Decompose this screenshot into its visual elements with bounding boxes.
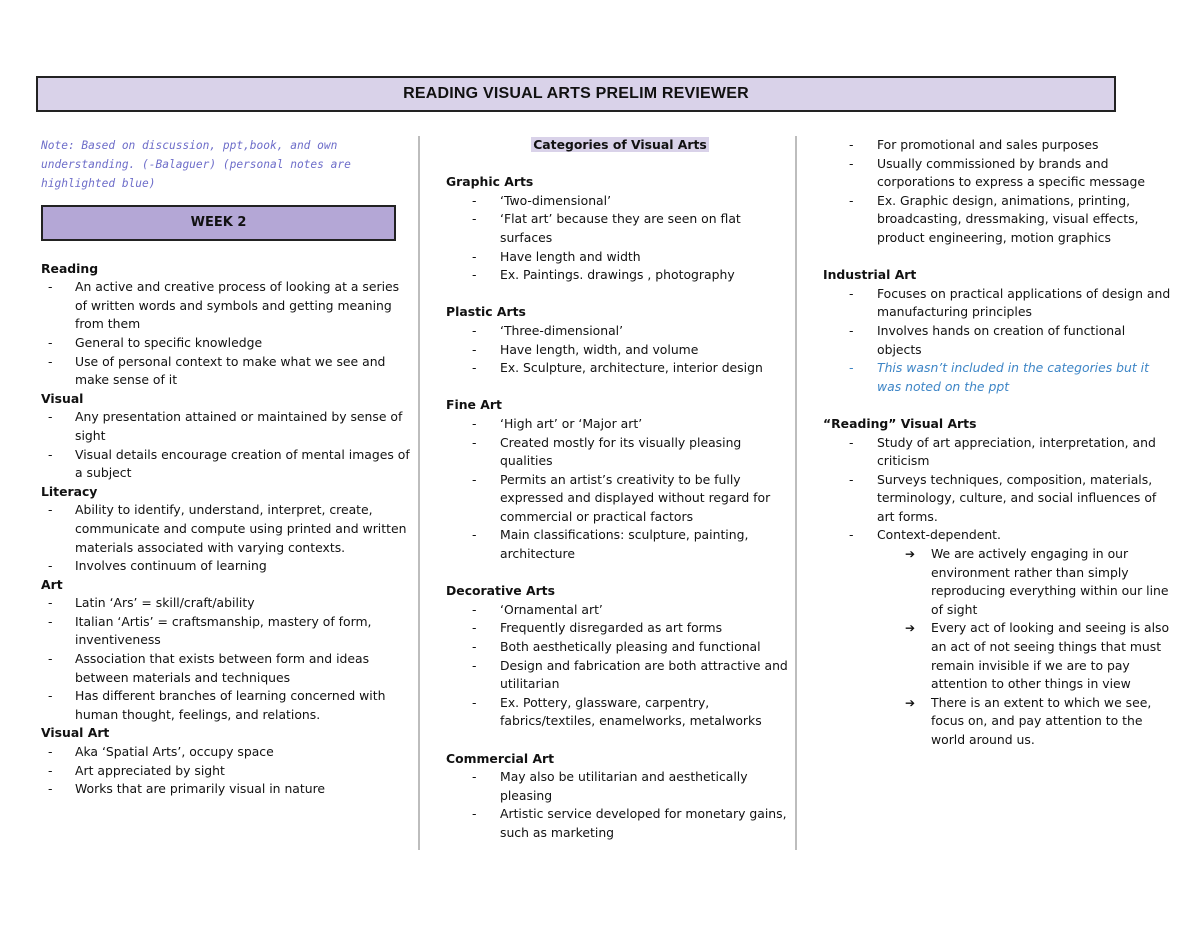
arrow-list-item	[823, 619, 1173, 693]
list-item: - May also be utilitarian and aesthetically pleasing	[446, 768, 794, 805]
list-item: - ‘Flat art’ because they are seen on flat surfaces	[446, 210, 794, 247]
section-title-fine-art: Fine Art	[446, 397, 502, 413]
list-item: - Art appreciated by sight	[41, 762, 413, 781]
categories-heading	[446, 136, 794, 155]
section-title-industrial-art: Industrial Art	[823, 267, 917, 283]
list-item: - Created mostly for its visually pleasing qualities	[446, 434, 794, 471]
section-title-literacy: Literacy	[41, 483, 98, 499]
list-item: - Ex. Graphic design, animations, printing, broadcasting, dressmaking, visual effects, product engineering, motion graphics	[823, 192, 1173, 248]
arrow-right-icon: ➔	[905, 547, 916, 562]
list-item: - ‘High art’ or ‘Major art’	[446, 415, 794, 434]
section-title-art: Art	[41, 576, 63, 592]
arrow-item-text: We are actively engaging in our environment rather than simply reproducing everything within our line of sight	[931, 546, 1169, 617]
decorative-arts-list	[446, 601, 794, 731]
categories-heading-text: Categories of Visual Arts	[533, 137, 707, 152]
list-item: - Involves hands on creation of functional objects	[823, 322, 1173, 359]
list-item: - Have length and width	[446, 248, 794, 267]
literacy-list	[41, 501, 413, 575]
list-item: - Works that are primarily visual in nature	[41, 780, 413, 799]
list-item: - Has different branches of learning concerned with human thought, feelings, and relations.	[41, 687, 413, 724]
context-dependent-arrow-list	[823, 545, 1173, 750]
arrow-item-text: Every act of looking and seeing is also an act of not seeing things that must remain invisible if we are to pay attention to other things in view	[931, 620, 1170, 692]
list-item: - Ex. Sculpture, architecture, interior design	[446, 359, 794, 378]
arrow-item-text: There is an extent to which we see, focus on, and pay attention to the world around us.	[931, 694, 1152, 747]
arrow-right-icon: ➔	[905, 695, 916, 710]
section-title-decorative-arts: Decorative Arts	[446, 583, 555, 599]
commercial-art-list	[446, 768, 794, 842]
industrial-art-list	[823, 285, 1173, 397]
week-heading: WEEK 2	[41, 205, 396, 241]
visual-art-list	[41, 743, 413, 799]
arrow-right-icon: ➔	[905, 621, 916, 636]
list-item: - Involves continuum of learning	[41, 557, 413, 576]
art-list	[41, 594, 413, 724]
fine-art-list	[446, 415, 794, 564]
plastic-arts-list	[446, 322, 794, 378]
visual-list	[41, 408, 413, 482]
list-item: - Ex. Pottery, glassware, carpentry, fabrics/textiles, enamelworks, metalworks	[446, 694, 794, 731]
section-title-plastic-arts: Plastic Arts	[446, 304, 526, 320]
list-item: - ‘Two-dimensional’	[446, 192, 794, 211]
list-item: - Permits an artist’s creativity to be fully expressed and displayed without regard for commercial or practical factors	[446, 471, 794, 527]
arrow-list-item	[823, 545, 1173, 619]
column-3	[823, 136, 1173, 750]
section-title-reading: Reading	[41, 260, 99, 276]
list-item: - Have length, width, and volume	[446, 341, 794, 360]
section-title-visual-art: Visual Art	[41, 725, 110, 741]
list-item: - For promotional and sales purposes	[823, 136, 1173, 155]
section-title-graphic-arts: Graphic Arts	[446, 174, 534, 190]
list-item: - Context-dependent.	[823, 526, 1173, 545]
list-item: - Main classifications: sculpture, painting, architecture	[446, 526, 794, 563]
reading-visual-arts-list	[823, 434, 1173, 546]
column-1	[41, 136, 413, 799]
graphic-arts-list	[446, 192, 794, 285]
list-item: - Association that exists between form and ideas between materials and techniques	[41, 650, 413, 687]
column-1-sections	[41, 260, 413, 799]
arrow-list-item	[823, 694, 1173, 750]
list-item: - Frequently disregarded as art forms	[446, 619, 794, 638]
page-title: READING VISUAL ARTS PRELIM REVIEWER	[36, 76, 1116, 112]
list-item: - Any presentation attained or maintained by sense of sight	[41, 408, 413, 445]
list-item: - Study of art appreciation, interpretation, and criticism	[823, 434, 1173, 471]
list-item: - Usually commissioned by brands and corporations to express a specific message	[823, 155, 1173, 192]
section-title-commercial-art: Commercial Art	[446, 750, 555, 766]
commercial-art-continued-list	[823, 136, 1173, 248]
list-item: - An active and creative process of looking at a series of written words and symbols and getting meaning from them	[41, 278, 413, 334]
list-item: - Ex. Paintings. drawings , photography	[446, 266, 794, 285]
list-item: - Both aesthetically pleasing and functional	[446, 638, 794, 657]
list-item: - ‘Three-dimensional’	[446, 322, 794, 341]
column-divider-right	[795, 136, 797, 850]
list-item: - Visual details encourage creation of mental images of a subject	[41, 446, 413, 483]
list-item: - General to specific knowledge	[41, 334, 413, 353]
list-item: - Artistic service developed for monetary gains, such as marketing	[446, 805, 794, 842]
list-item: - Design and fabrication are both attractive and utilitarian	[446, 657, 794, 694]
list-item: - Use of personal context to make what we see and make sense of it	[41, 353, 413, 390]
reading-list	[41, 278, 413, 390]
personal-note-item: - This wasn’t included in the categories but it was noted on the ppt	[823, 359, 1173, 396]
list-item: - Ability to identify, understand, interpret, create, communicate and compute using printed and written materials associated with varying contexts.	[41, 501, 413, 557]
list-item: - Latin ‘Ars’ = skill/craft/ability	[41, 594, 413, 613]
column-2	[446, 136, 794, 843]
list-item: - Italian ‘Artis’ = craftsmanship, mastery of form, inventiveness	[41, 613, 413, 650]
column-2-sections	[446, 173, 794, 842]
list-item: - Focuses on practical applications of design and manufacturing principles	[823, 285, 1173, 322]
note-text: Note: Based on discussion, ppt,book, and own understanding. (-Balaguer) (personal notes are highlighted blue)	[41, 139, 351, 190]
column-divider-left	[418, 136, 420, 850]
section-title-reading-visual-arts: “Reading” Visual Arts	[823, 415, 977, 431]
section-title-visual: Visual	[41, 390, 84, 406]
list-item: - Surveys techniques, composition, materials, terminology, culture, and social influences of art forms.	[823, 471, 1173, 527]
list-item: - Aka ‘Spatial Arts’, occupy space	[41, 743, 413, 762]
list-item: - ‘Ornamental art’	[446, 601, 794, 620]
